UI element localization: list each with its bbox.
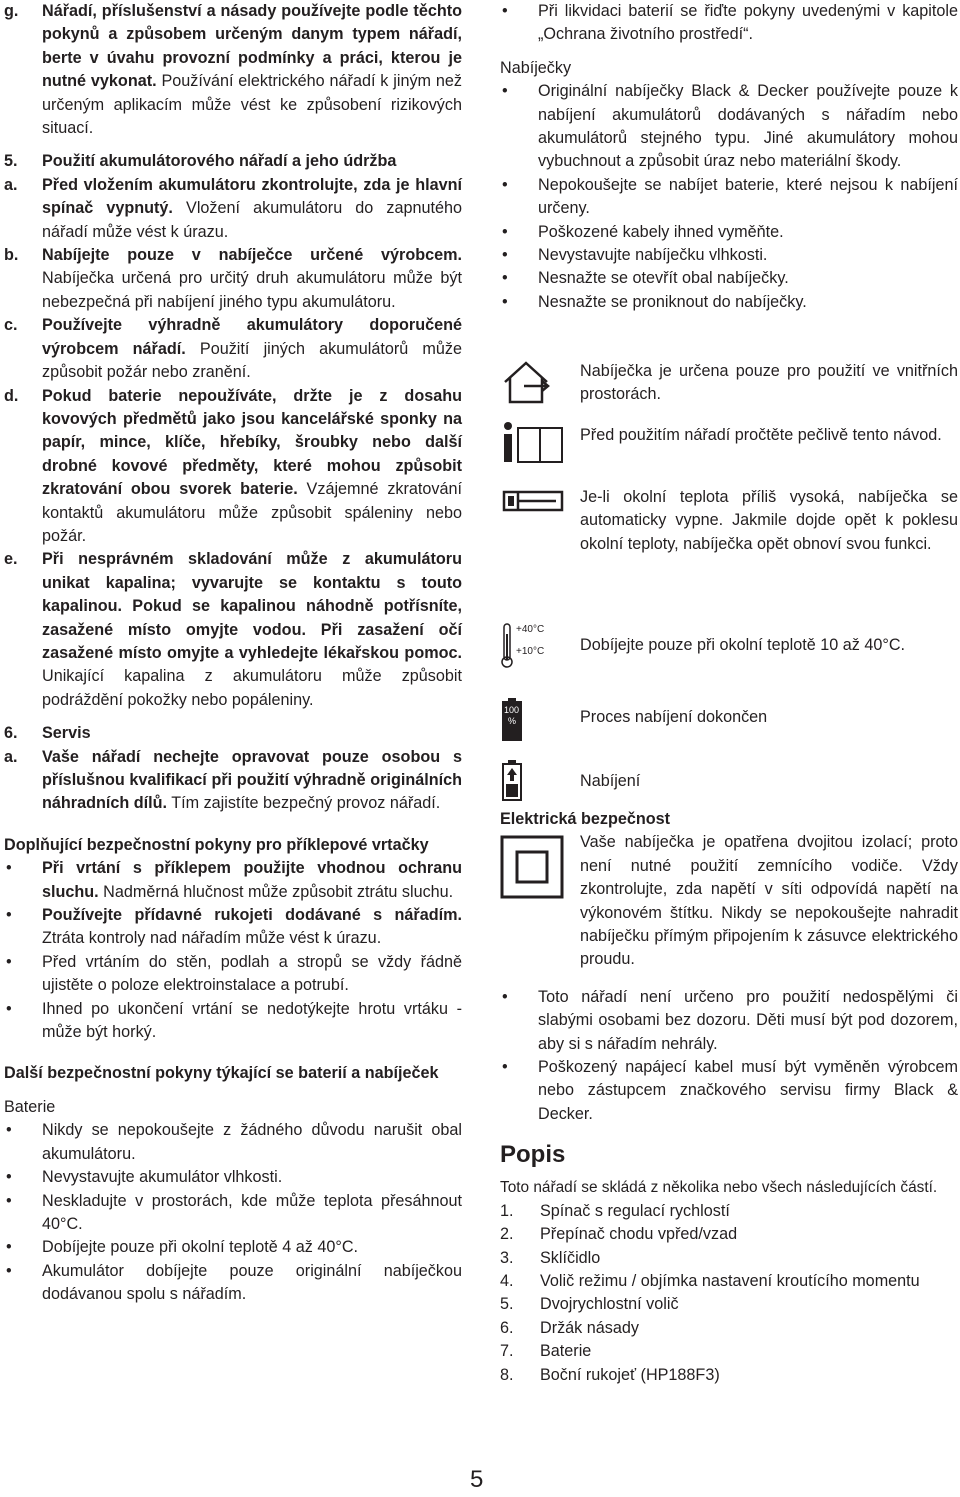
battery-charging-icon <box>500 760 524 802</box>
popis-heading: Popis <box>500 1141 566 1169</box>
list-item: • Dobíjejte pouze při okolní teplotě 4 až 40°C. <box>6 1238 359 1257</box>
item-label: c. <box>4 316 18 335</box>
list-item: • Před vrtáním do stěn, podlah a stropů se vždy řádně ujistěte o poloze elektroinstalace a potrubí. <box>6 952 462 995</box>
list-item: • Neskladujte v prostorách, kde může teplota přesáhnout 40°C. <box>6 1191 462 1233</box>
list-item: • Při vrtání s příklepem použijte vhodnou ochranu sluchu. Nadměrná hlučnost může způsobit ztrátu sluchu. <box>6 859 462 901</box>
section-number: 6. <box>4 724 18 743</box>
list-item: • Toto nářadí není určeno pro použití nedospělými či slabými osobami bez dozoru. Děti musí být pod dozorem, aby si s nářadím nehrály. <box>502 987 958 1053</box>
item-label: g. <box>4 2 19 20</box>
battery-percent-value: 100 <box>504 705 520 715</box>
electrical-safety-section <box>500 808 958 1387</box>
list-item: 8. Boční rukojeť (HP188F3) <box>500 1365 720 1384</box>
section-g <box>4 0 462 140</box>
item-text: Používání elektrického nářadí k jiným než určeným aplikacím může vést ke způsobení rizikových situací. <box>42 72 462 138</box>
list-item: 4. Volič režimu / objímka nastavení kroutícího momentu <box>500 1271 920 1290</box>
item-text: Ztráta kontroly nad nářadím může vést k úrazu. <box>42 929 382 948</box>
section-5d <box>4 385 462 549</box>
double-insulation-icon <box>500 835 564 899</box>
item-bold-text: Při vrtání s příklepem použijte vhodnou ochranu sluchu. <box>42 859 462 901</box>
list-item: • Používejte přídavné rukojeti dodávané s nářadím. Ztráta kontroly nad nářadím může vést k úrazu. <box>6 906 462 948</box>
section-5a <box>4 174 462 244</box>
list-item: • Při likvidaci baterií se řiďte pokyny uvedenými v kapitole „Ochrana životního prostředí“. <box>502 2 958 44</box>
indoor-house-icon <box>500 356 552 408</box>
section-5-heading <box>4 150 462 173</box>
left-column <box>4 0 462 1307</box>
list-item: • Nikdy se nepokoušejte z žádného důvodu narušit obal akumulátoru. <box>6 1121 462 1163</box>
read-manual-icon <box>500 420 566 466</box>
list-item: • Ihned po ukončení vrtání se nedotýkejte hrotu vrtáku - může být horký. <box>6 999 462 1042</box>
item-label: b. <box>4 246 19 265</box>
item-label: e. <box>4 550 18 569</box>
list-item: 3. Sklíčidlo <box>500 1248 601 1267</box>
section-number: 5. <box>4 152 18 171</box>
drill-safety-heading: Doplňující bezpečnostní pokyny pro příklepové vrtačky <box>4 835 429 854</box>
item-label: d. <box>4 386 19 405</box>
section-5e <box>4 548 462 712</box>
list-item: • Nesnažte se proniknout do nabíječky. <box>502 292 807 311</box>
section-5b <box>4 244 462 314</box>
battery-list <box>4 1119 462 1306</box>
item-text: Před vrtáním do stěn, podlah a stropů se vždy řádně ujistěte o poloze elektroinstalace a potrubí. <box>42 952 462 995</box>
list-item: • Nepokoušejte se nabíjet baterie, které nejsou k nabíjení určeny. <box>502 175 958 218</box>
charge-temperature-text: Dobíjejte pouze při okolní teplotě 10 až 40°C. <box>580 636 906 654</box>
overheat-text: Je-li okolní teplota příliš vysoká, nabíječka se automaticky vypne. Jakmile dojde opět k poklesu okolní teploty, nabíječka opět obnoví svou funkci. <box>580 488 958 553</box>
charger-subheading: Nabíječky <box>500 58 572 77</box>
right-column <box>500 0 958 1384</box>
list-item: 5. Dvojrychlostní volič <box>500 1295 679 1314</box>
item-bold-text: Používejte přídavné rukojeti dodávané s nářadím. <box>42 906 462 925</box>
item-text: Unikající kapalina z akumulátoru může způsobit podráždění pokožky nebo popáleniny. <box>42 667 462 709</box>
charger-temperature-icon <box>500 486 566 516</box>
list-item: • Poškozené kabely ihned vyměňte. <box>502 222 784 241</box>
section-5c <box>4 314 462 384</box>
item-bold-text: Vaše nářadí nechejte opravovat pouze osobou s příslušnou kvalifikací při použití výhradně originálních náhradních dílů. <box>42 747 462 813</box>
list-item: 7. Baterie <box>500 1342 592 1361</box>
list-item: 1. Spínač s regulací rychlostí <box>500 1201 730 1220</box>
battery-subheading: Baterie <box>4 1097 56 1116</box>
page-number: 5 <box>470 1466 484 1493</box>
electrical-safety-text: Vaše nabíječka je opatřena dvojitou izolací; proto není nutné použití zemnícího vodiče. Vždy zkontrolujte, zda napětí v síti odpovídá napětí na výkonovém štítku. Nikdy se nepokoušejte nahradit nabíječku přímým připojením k zásuvce elektrického proudu. <box>580 833 958 969</box>
read-manual-text: Před použitím nářadí pročtěte pečlivě tento návod. <box>580 426 942 444</box>
item-bold-text: Pokud baterie nepoužíváte, držte je z dosahu kovových předmětů jako jsou kancelářské sponky na papír, mince, klíče, hřebíky, šroubky nebo další drobné kovové předměty, které mohou způsobit zkratování obou svorek baterie. <box>42 386 462 499</box>
drill-safety-list <box>4 857 462 1044</box>
list-item: 2. Přepínač chodu vpřed/vzad <box>500 1225 738 1244</box>
indoor-use-text: Nabíječka je určena pouze pro použití ve vnitřních prostorách. <box>580 362 958 404</box>
item-text: Nabíječka určená pro určitý druh akumulátoru může být nebezpečná při nabíjení jiného typu akumulátoru. <box>42 269 462 311</box>
item-text: Nadměrná hlučnost může způsobit ztrátu sluchu. <box>98 882 454 901</box>
list-item: • Poškozený napájecí kabel musí být vyměněn výrobcem nebo zástupcem značkového servisu firmy Black & Decker. <box>502 1058 958 1123</box>
list-item: • Nesnažte se otevřít obal nabíječky. <box>502 269 789 288</box>
section-6a <box>4 746 462 816</box>
item-text: Vložení akumulátoru do zapnutého nářadí může vést k úrazu. <box>42 199 462 241</box>
item-text: Tím zajistíte bezpečný provoz nářadí. <box>167 794 441 813</box>
item-label: a. <box>4 175 18 194</box>
popis-intro: Toto nářadí se skládá z několika nebo všech následujících částí. <box>500 1179 938 1197</box>
list-item: • Akumulátor dobíjejte pouze originální nabíječkou dodávanou spolu s nářadím. <box>6 1261 462 1304</box>
section-title: Použití akumulátorového nářadí a jeho údržba <box>42 152 397 171</box>
parts-list <box>500 1200 958 1387</box>
thermometer-high-label: +40°C <box>516 624 545 635</box>
item-label: a. <box>4 747 18 766</box>
battery-percent-sign: % <box>508 716 517 726</box>
thermometer-low-label: +10°C <box>516 646 545 657</box>
item-bold-text: Nářadí, příslušenství a násady používejte podle těchto pokynů a způsobem určeným danym typem nářadí, berte v úvahu provozní podmínky a práci, kterou je nutné vykonat. <box>42 2 462 91</box>
battery-safety-heading: Další bezpečnostní pokyny týkající se baterií a nabíječek <box>4 1064 439 1083</box>
item-text: Použití jiných akumulátorů může způsobit požár nebo zranění. <box>42 339 462 382</box>
list-item: • Originální nabíječky Black & Decker používejte pouze k nabíjení akumulátorů dodávaných s nářadím nebo akumulátorů stejného typu. Jiné akumulátory mohou vybuchnout a způsobit úraz nebo materiální škody. <box>502 82 958 171</box>
list-item: • Nevystavujte nabíječku vlhkosti. <box>502 246 768 265</box>
item-bold-text: Používejte výhradně akumulátory doporučené výrobcem nářadí. <box>42 316 462 358</box>
item-bold-text: Při nesprávném skladování může z akumulátoru unikat kapalina; vyvarujte se kontaktu s touto kapalinou. Pokud se kapalinou náhodně potřísníte, zasažené místo omyjte vodou. Při zasažení očí zasažené místo omyjte a vyhledejte lékařskou pomoc. <box>42 550 462 662</box>
charge-complete-text: Proces nabíjení dokončen <box>580 708 768 726</box>
section-6-heading <box>4 722 462 745</box>
section-title: Servis <box>42 724 91 743</box>
list-item: 6. Držák násady <box>500 1318 639 1337</box>
electrical-safety-heading: Elektrická bezpečnost <box>500 810 671 828</box>
item-text: Vzájemné zkratování kontaktů akumulátoru může způsobit spáleniny nebo požár. <box>42 480 462 545</box>
item-bold-text: Nabíjejte pouze v nabíječce určené výrobcem. <box>42 246 462 265</box>
charger-list <box>500 80 958 314</box>
list-item: • Nevystavujte akumulátor vlhkosti. <box>6 1168 283 1187</box>
item-bold-text: Před vložením akumulátoru zkontrolujte, zda je hlavní spínač vypnutý. <box>42 175 462 218</box>
item-text: Ihned po ukončení vrtání se nedotýkejte hrotu vrtáku - může být horký. <box>42 999 462 1042</box>
charging-text: Nabíjení <box>580 772 641 790</box>
